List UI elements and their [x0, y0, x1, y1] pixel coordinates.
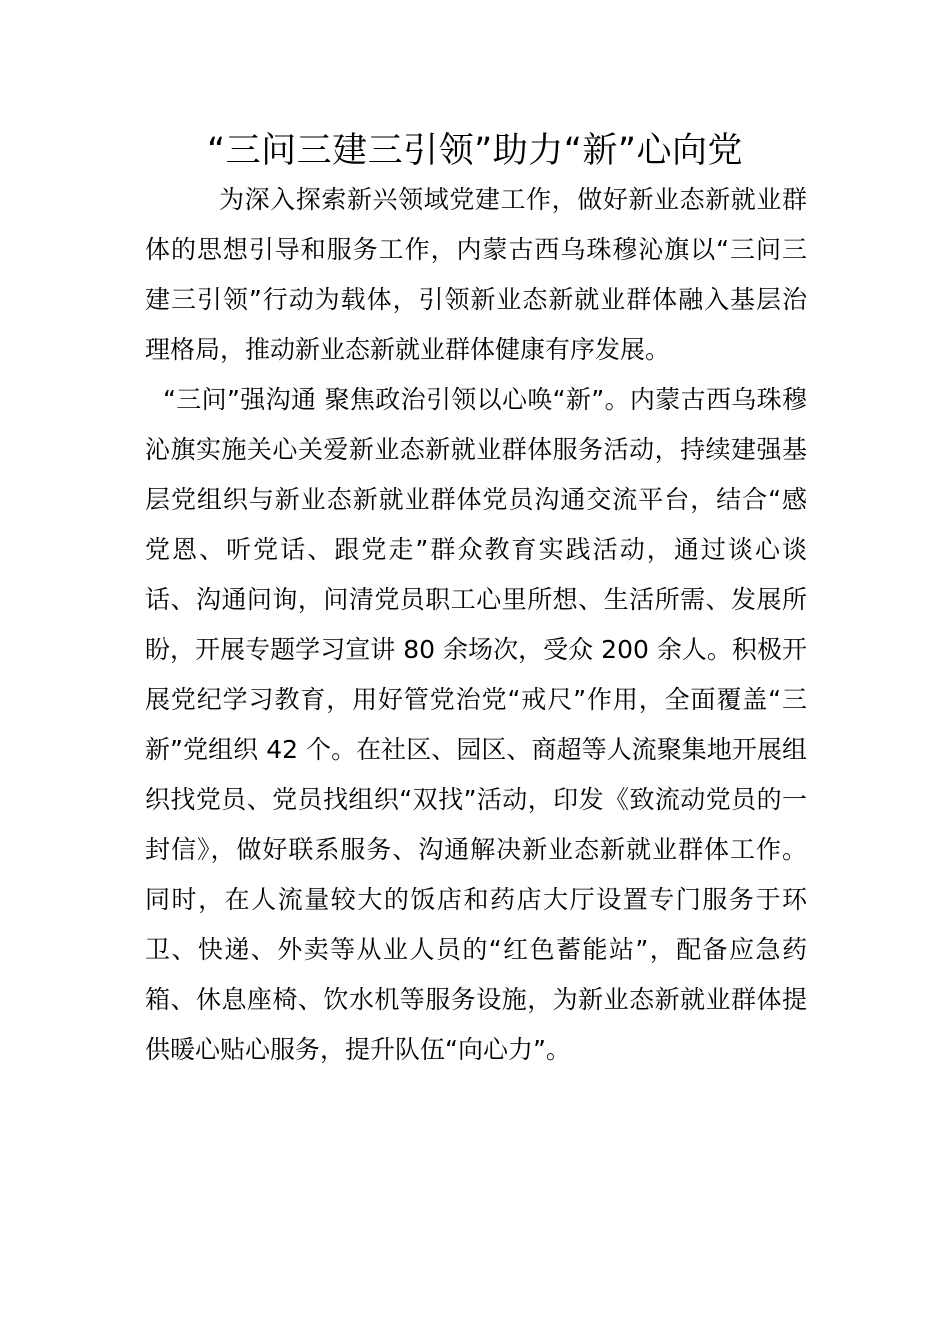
paragraph-intro: 为深入探索新兴领域党建工作，做好新业态新就业群体的思想引导和服务工作，内蒙古西乌珠穆沁旗以“三问三建三引领”行动为载体，引领新业态新就业群体融入基层治理格局，推动新业态新就业群体健康有序发展。 [145, 185, 807, 364]
paragraph-san-wen: “三问”强沟通 聚焦政治引领以心唤“新”。内蒙古西乌珠穆沁旗实施关心关爱新业态新就业群体服务活动，持续建强基层党组织与新业态新就业群体党员沟通交流平台，结合“感党恩、听党话、跟党走”群众教育实践活动，通过谈心谈话、沟通问询，问清党员职工心里所想、生活所需、发展所盼，开展专题学习宣讲 80 余场次，受众 200 余人。积极开展党纪学习教育，用好管党治党“戒尺”作用，全面覆盖“三新”党组织 42 个。在社区、园区、商超等人流聚集地开展组织找党员、党员找组织“双找”活动，印发《致流动党员的一封信》，做好联系服务、沟通解决新业态新就业群体工作。同时，在人流量较大的饭店和药店大厅设置专门服务于环卫、快递、外卖等从业人员的“红色蓄能站”，配备应急药箱、休息座椅、饮水机等服务设施，为新业态新就业群体提供暖心贴心服务，提升队伍“向心力”。 [145, 385, 807, 1064]
document-title: “三问三建三引领”助力“新”心向党 [206, 131, 744, 171]
document-body [145, 175, 807, 1075]
